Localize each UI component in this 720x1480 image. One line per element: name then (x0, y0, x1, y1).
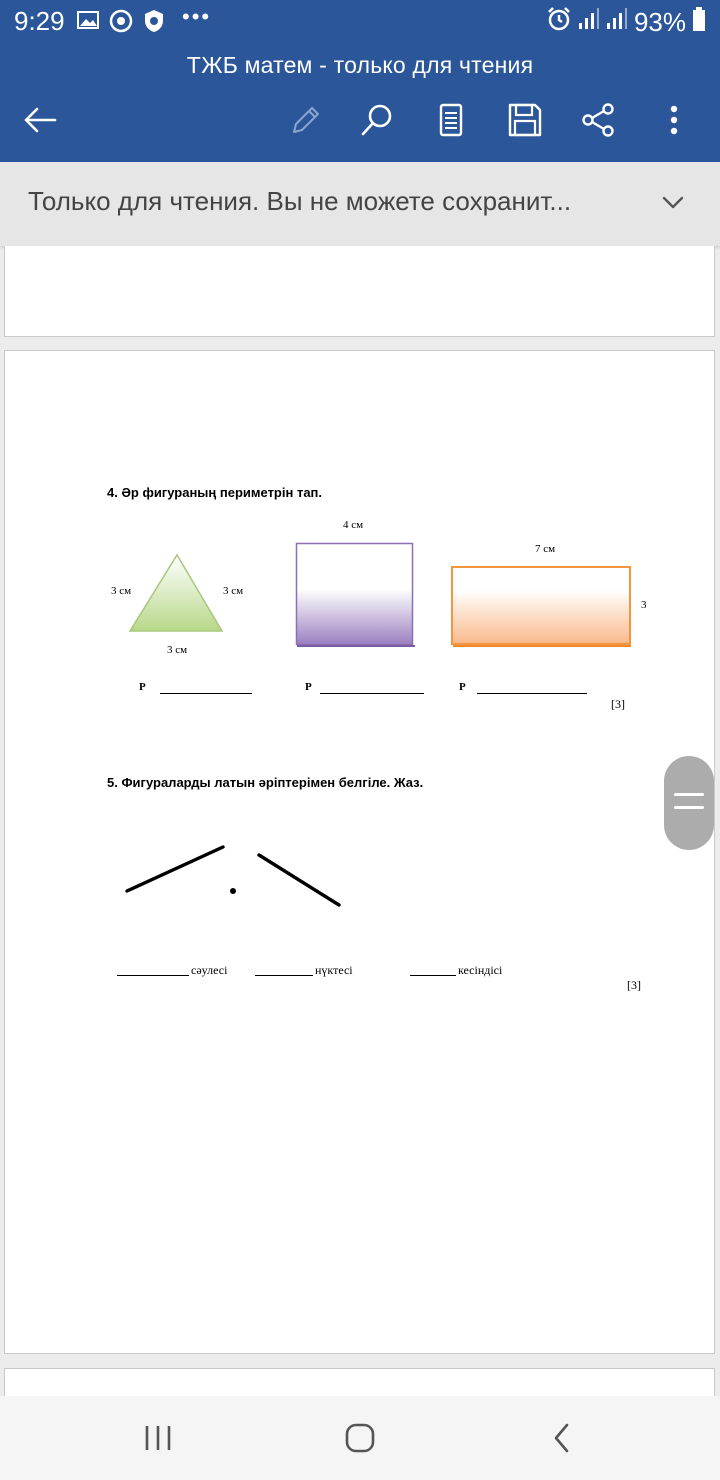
share-button[interactable] (574, 96, 622, 144)
ray-figure (127, 847, 223, 891)
ray-answer-blank[interactable] (117, 975, 189, 976)
chevron-down-icon (656, 186, 690, 220)
reading-view-button[interactable] (427, 96, 475, 144)
status-right (546, 6, 706, 39)
segment-answer-blank[interactable] (410, 975, 456, 976)
more-status-icon: ••• (182, 4, 212, 29)
status-bar (0, 0, 720, 44)
question-4-title: 4. Әр фигураның периметрін тап. (107, 485, 323, 500)
recents-icon (143, 1424, 173, 1452)
banner-text: Только для чтения. Вы не можете сохранит... (28, 186, 572, 216)
question-4-score: [3] (611, 697, 625, 711)
triangle-figure (125, 549, 225, 635)
rectangle-top-label: 7 см (535, 543, 556, 555)
back-nav-button[interactable] (538, 1416, 586, 1460)
document-page (4, 350, 715, 1354)
question-5-title: 5. Фигураларды латын әріптерімен белгіле. Жаз. (107, 775, 424, 790)
edit-button[interactable] (280, 96, 328, 144)
answer-blank-3[interactable] (477, 693, 587, 694)
search-button[interactable] (353, 96, 401, 144)
status-time: 9:29 (14, 6, 65, 36)
recents-button[interactable] (134, 1416, 182, 1460)
segment-figure (259, 855, 339, 905)
reading-view-icon (436, 102, 466, 138)
segment-label: кесіндісі (458, 963, 503, 977)
banner-expand-button[interactable] (656, 186, 690, 224)
read-only-banner[interactable] (0, 162, 720, 246)
app-bar (0, 44, 720, 162)
more-options-button[interactable] (650, 96, 698, 144)
shield-icon (142, 8, 166, 39)
battery-percent: 93% (633, 7, 686, 37)
back-icon (22, 105, 58, 135)
perimeter-label-3: P (459, 681, 466, 693)
question-5-score: [3] (627, 978, 641, 992)
signal-icon (606, 7, 628, 38)
geometry-figures (115, 835, 355, 915)
square-figure (295, 542, 417, 649)
triangle-left-label: 3 см (111, 585, 132, 597)
document-page-previous (4, 246, 715, 337)
point-answer-blank[interactable] (255, 975, 313, 976)
alarm-icon (546, 6, 572, 39)
perimeter-label-2: P (305, 681, 312, 693)
edit-icon (286, 102, 322, 138)
scrollbar-thumb[interactable] (664, 756, 714, 850)
rectangle-side-label: 3 (641, 599, 647, 611)
triangle-right-label: 3 см (223, 585, 244, 597)
battery-icon (692, 6, 706, 39)
answer-blank-2[interactable] (320, 693, 424, 694)
back-nav-icon (550, 1422, 574, 1454)
square-top-label: 4 см (343, 519, 364, 531)
navigation-bar (0, 1396, 720, 1480)
home-icon (344, 1422, 376, 1454)
share-icon (580, 102, 616, 138)
answer-blank-1[interactable] (160, 693, 252, 694)
point-figure (230, 888, 236, 894)
back-button[interactable] (16, 96, 64, 144)
image-icon (76, 8, 100, 37)
more-icon (668, 102, 680, 138)
point-label: нүктесі (315, 963, 353, 977)
save-button[interactable] (501, 96, 549, 144)
save-icon (507, 102, 543, 138)
ray-label: сәулесі (191, 963, 228, 977)
rectangle-figure (450, 565, 634, 649)
signal-icon (578, 7, 600, 38)
perimeter-label-1: P (139, 681, 146, 693)
triangle-bottom-label: 3 см (167, 644, 188, 656)
home-button[interactable] (336, 1416, 384, 1460)
document-title: ТЖБ матем - только для чтения (186, 52, 534, 78)
sync-icon (108, 8, 134, 39)
search-icon (359, 102, 395, 138)
